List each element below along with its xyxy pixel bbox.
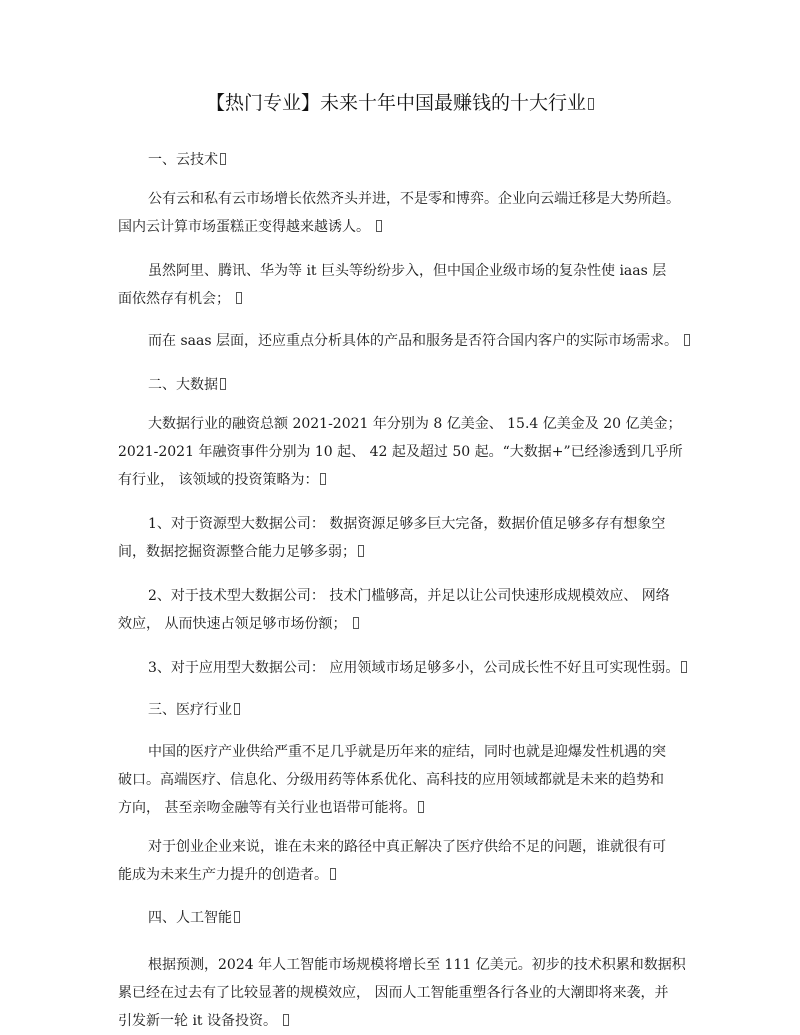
paragraph-bigdata-1 <box>118 410 708 494</box>
paragraph-bigdata-4 <box>118 654 708 682</box>
paragraph-bigdata-2 <box>118 510 708 566</box>
text-line <box>118 794 708 822</box>
text-line: 虽然阿里、腾讯、华为等 it 巨头等纷纷步入，但中国企业级市场的复杂性使 iaas 层 <box>148 263 667 279</box>
text-line <box>118 327 708 355</box>
text-line <box>118 1007 708 1035</box>
text-line-content: 有行业， 该领域的投资策略为： <box>118 472 319 488</box>
text-line <box>118 654 708 682</box>
text-line: 2021-2021 年融资事件分别为 10 起、 42 起及超过 50 起。“大数据+”已经渗透到几乎所 <box>118 444 683 460</box>
text-line: 1、对于资源型大数据公司： 数据资源足够多巨大完备，数据价值足够多存有想象空 <box>148 516 666 532</box>
section-heading-text: 四、人工智能 <box>148 910 232 926</box>
section-heading-text: 二、大数据 <box>148 377 218 393</box>
text-line: 破口。高端医疗、信息化、分级用药等体系优化、高科技的应用领域都就是未来的趋势和 <box>118 772 664 788</box>
text-line: 公有云和私有云市场增长依然齐头并进，不是零和博弈。企业向云端迁移是大势所趋。 <box>148 191 680 207</box>
text-line: 对于创业企业来说，谁在未来的路径中真正解决了医疗供给不足的问题，谁就很有可 <box>148 839 666 855</box>
text-line: 累已经在过去有了比较显著的规模效应， 因而人工智能重塑各行各业的大潮即将来袭，并 <box>118 985 669 1001</box>
section-heading-text: 一、云技术 <box>148 152 218 168</box>
paragraph-ai-1 <box>118 951 708 1035</box>
text-line-content: 面依然存有机会； <box>118 291 230 307</box>
paragraph-medical-1 <box>118 738 708 822</box>
text-line-content: 引发新一轮 it 设备投资。 <box>118 1013 278 1029</box>
paragraph-mark-icon <box>234 911 240 923</box>
text-line: 大数据行业的融资总额 2021-2021 年分别为 8 亿美金、 15.4 亿美金及 20 亿美金； <box>148 416 682 432</box>
text-line-content: 间，数据挖掘资源整合能力足够多弱； <box>118 544 356 560</box>
text-line <box>118 466 708 494</box>
paragraph-bigdata-3 <box>118 582 708 638</box>
paragraph-mark-icon <box>330 868 336 880</box>
text-line-content: 3、对于应用型大数据公司： 应用领域市场足够多小，公司成长性不好且可实现性弱。 <box>148 660 680 676</box>
text-line-content: 方向， 甚至亲吻金融等有关行业也语带可能将。 <box>118 800 417 816</box>
section-heading-ai <box>148 908 240 928</box>
paragraph-mark-icon <box>234 703 240 715</box>
text-line-content: 国内云计算市场蛋糕正变得越来越诱人。 <box>118 219 370 235</box>
text-line-content: 效应， 从而快速占领足够市场份额； <box>118 616 347 632</box>
paragraph-mark-icon <box>376 220 382 232</box>
paragraph-mark-icon <box>418 801 424 813</box>
section-heading-text: 三、医疗行业 <box>148 702 232 718</box>
section-heading-medical <box>148 700 240 720</box>
paragraph-mark-icon <box>588 98 594 110</box>
text-line: 中国的医疗产业供给严重不足几乎就是历年来的症结，同时也就是迎爆发性机遇的突 <box>148 744 666 760</box>
text-line-content: 而在 saas 层面，还应重点分析具体的产品和服务是否符合国内客户的实际市场需求。 <box>148 333 678 349</box>
page-title-text: 【热门专业】未来十年中国最赚钱的十大行业 <box>205 92 586 114</box>
text-line <box>118 285 708 313</box>
paragraph-medical-2 <box>118 833 708 889</box>
text-line <box>118 861 708 889</box>
paragraph-cloud-1 <box>118 185 708 241</box>
paragraph-cloud-2 <box>118 257 708 313</box>
text-line <box>118 610 708 638</box>
section-heading-cloud <box>148 150 226 170</box>
text-line: 根据预测，2024 年人工智能市场规模将增长至 111 亿美元。初步的技术积累和数据积 <box>148 957 686 973</box>
paragraph-mark-icon <box>358 545 364 557</box>
page-title <box>0 90 800 116</box>
paragraph-mark-icon <box>353 617 359 629</box>
paragraph-mark-icon <box>220 153 226 165</box>
paragraph-mark-icon <box>681 661 687 673</box>
text-line <box>118 538 708 566</box>
text-line-content: 能成为未来生产力提升的创造者。 <box>118 867 328 883</box>
text-line <box>118 213 708 241</box>
section-heading-bigdata <box>148 375 226 395</box>
text-line: 2、对于技术型大数据公司： 技术门槛够高，并足以让公司快速形成规模效应、 网络 <box>148 588 670 604</box>
paragraph-mark-icon <box>684 334 690 346</box>
paragraph-mark-icon <box>283 1014 289 1026</box>
paragraph-mark-icon <box>320 473 326 485</box>
paragraph-cloud-3 <box>118 327 708 355</box>
paragraph-mark-icon <box>236 292 242 304</box>
paragraph-mark-icon <box>220 378 226 390</box>
